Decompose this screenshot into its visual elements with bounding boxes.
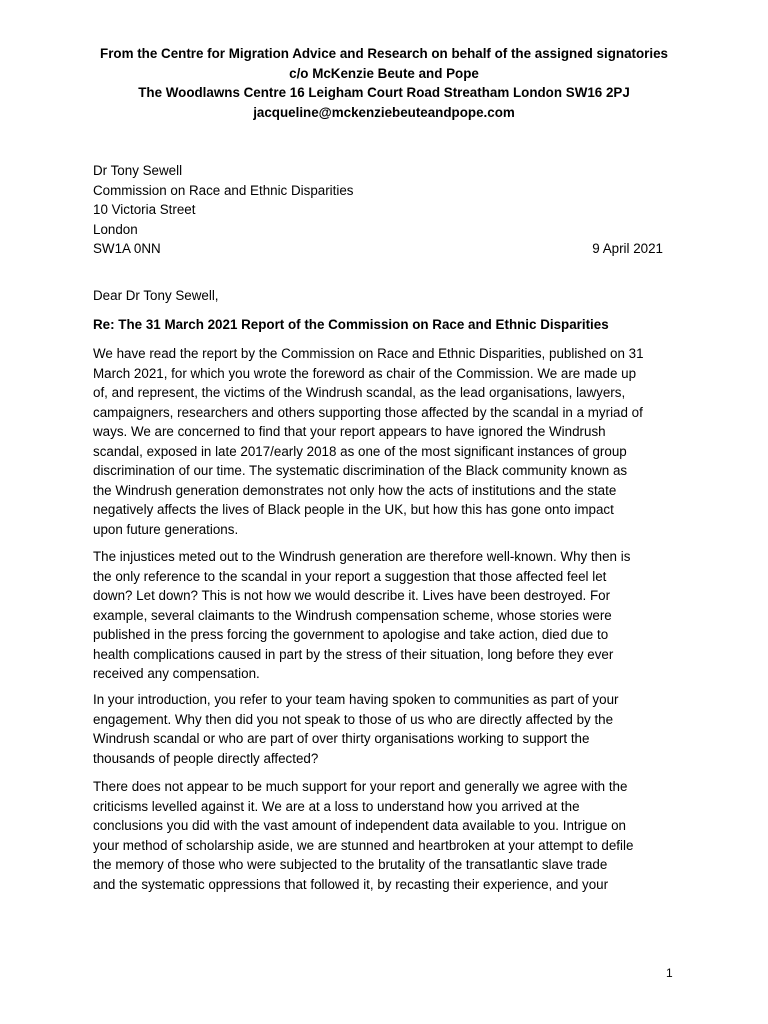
header-email-line: jacqueline@mckenziebeuteandpope.com: [253, 104, 515, 120]
paragraph-line: In your introduction, you refer to your team having spoken to communities as part of your: [93, 692, 619, 707]
paragraph-line: discrimination of our time. The systematic discrimination of the Black community known as: [93, 463, 628, 478]
subject-line: Re: The 31 March 2021 Report of the Commission on Race and Ethnic Disparities: [93, 317, 609, 332]
recipient-organisation: Commission on Race and Ethnic Disparities: [93, 182, 354, 198]
paragraph-line: campaigners, researchers and others supporting those affected by the scandal in a myriad of: [93, 404, 643, 420]
paragraph-line: health complications caused in part by the stress of their situation, long before they ever: [93, 646, 614, 662]
header-care-of-line: c/o McKenzie Beute and Pope: [289, 65, 479, 81]
paragraph-line: There does not appear to be much support for your report and generally we agree with the: [93, 779, 628, 794]
page-number: 1: [666, 966, 673, 980]
paragraph-line: upon future generations.: [93, 521, 239, 537]
paragraph-line: received any compensation.: [93, 666, 260, 681]
recipient-street: 10 Victoria Street: [93, 202, 196, 217]
letter-date: 9 April 2021: [592, 241, 663, 256]
paragraph-line: and the systematic oppressions that followed it, by recasting their experience, and your: [93, 876, 609, 892]
recipient-address: [93, 161, 668, 259]
paragraph-line: The injustices meted out to the Windrush generation are therefore well-known. Why then is: [93, 549, 631, 564]
letter-header: [60, 44, 708, 122]
paragraph-line: engagement. Why then did you not speak to those of us who are directly affected by the: [93, 711, 614, 727]
paragraph-2: [93, 547, 683, 684]
header-address-line: The Woodlawns Centre 16 Leigham Court Road Streatham London SW16 2PJ: [138, 85, 630, 100]
paragraph-line: published in the press forcing the government to apologise and take action, died due to: [93, 627, 609, 642]
paragraph-1: [93, 344, 683, 539]
header-sender-line: From the Centre for Migration Advice and Research on behalf of the assigned signatories: [100, 46, 668, 61]
paragraph-4: [93, 777, 683, 894]
paragraph-line: thousands of people directly affected?: [93, 750, 319, 766]
paragraph-line: the only reference to the scandal in your report a suggestion that those affected feel let: [93, 568, 607, 584]
paragraph-3: [93, 690, 683, 768]
paragraph-line: example, several claimants to the Windrush compensation scheme, whose stories were: [93, 607, 612, 623]
paragraph-line: ways. We are concerned to find that your report appears to have ignored the Windrush: [93, 424, 606, 439]
paragraph-line: We have read the report by the Commission on Race and Ethnic Disparities, published on 31: [93, 346, 644, 361]
salutation: Dear Dr Tony Sewell,: [93, 288, 219, 303]
paragraph-line: your method of scholarship aside, we are stunned and heartbroken at your attempt to defile: [93, 837, 634, 853]
paragraph-line: the Windrush generation demonstrates not only how the acts of institutions and the state: [93, 482, 617, 498]
paragraph-line: Windrush scandal or who are part of over thirty organisations working to support the: [93, 731, 590, 746]
recipient-name: Dr Tony Sewell: [93, 163, 183, 178]
paragraph-line: of, and represent, the victims of the Windrush scandal, as the lead organisations, lawyers,: [93, 385, 626, 400]
paragraph-line: scandal, exposed in late 2017/early 2018 as one of the most significant instances of group: [93, 443, 627, 459]
paragraph-line: March 2021, for which you wrote the foreword as chair of the Commission. We are made up: [93, 365, 637, 381]
paragraph-line: conclusions you did with the vast amount of independent data available to you. Intrigue on: [93, 818, 627, 833]
recipient-postcode: SW1A 0NN: [93, 241, 161, 256]
paragraph-line: negatively affects the lives of Black people in the UK, but how this has gone onto impact: [93, 502, 614, 517]
recipient-city: London: [93, 221, 138, 237]
paragraph-line: the memory of those who were subjected to the brutality of the transatlantic slave trade: [93, 857, 608, 872]
paragraph-line: down? Let down? This is not how we would describe it. Lives have been destroyed. For: [93, 588, 611, 603]
paragraph-line: criticisms levelled against it. We are at a loss to understand how you arrived at the: [93, 798, 580, 814]
postcode-date-row: [93, 239, 668, 259]
